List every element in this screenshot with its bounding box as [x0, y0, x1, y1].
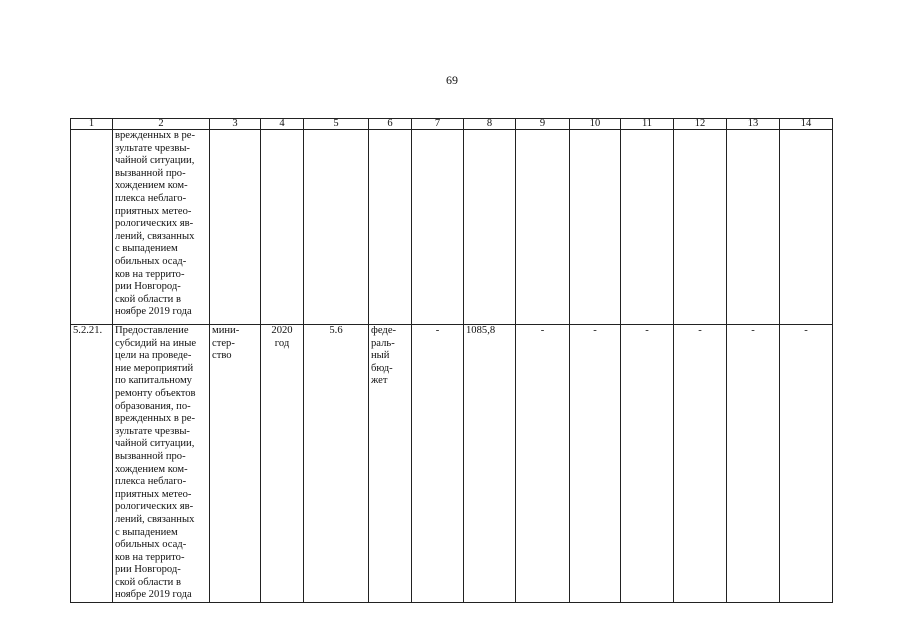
- value-cell: -: [780, 325, 833, 603]
- empty-cell: [304, 130, 369, 325]
- column-number: 7: [412, 119, 464, 130]
- column-number: 1: [71, 119, 113, 130]
- indicator-cell: 5.6: [304, 325, 369, 603]
- value-cell: -: [412, 325, 464, 603]
- empty-cell: [464, 130, 516, 325]
- column-number: 6: [369, 119, 412, 130]
- column-number: 13: [727, 119, 780, 130]
- value-cell: -: [727, 325, 780, 603]
- value-cell: -: [570, 325, 621, 603]
- executor-cell: мини- стер- ство: [210, 325, 261, 603]
- column-number: 3: [210, 119, 261, 130]
- value-cell: 1085,8: [464, 325, 516, 603]
- empty-cell: [674, 130, 727, 325]
- empty-cell: [621, 130, 674, 325]
- source-cell: феде- раль- ный бюд- жет: [369, 325, 412, 603]
- column-number: 10: [570, 119, 621, 130]
- value-cell: -: [516, 325, 570, 603]
- column-number: 5: [304, 119, 369, 130]
- description-cell: Предоставление субсидий на иные цели на проведе- ние мероприятий по капитальному ремонту объектов образования, по- врежденных в ре- зультате чрезвы- чайной ситуации, вызванной про- хождением ком- плекса неблаго- приятных метео- рологических яв- лений, связанных с выпадением обильных осад- ков на террито- рии Новгород- ской области в ноябре 2019 года: [113, 325, 210, 603]
- term-cell: 2020 год: [261, 325, 304, 603]
- column-number: 14: [780, 119, 833, 130]
- column-number: 2: [113, 119, 210, 130]
- column-number: 9: [516, 119, 570, 130]
- value-cell: -: [674, 325, 727, 603]
- column-number: 8: [464, 119, 516, 130]
- row-number-cell: 5.2.21.: [71, 325, 113, 603]
- empty-cell: [210, 130, 261, 325]
- empty-cell: [412, 130, 464, 325]
- column-number: 12: [674, 119, 727, 130]
- table-row: [71, 130, 833, 325]
- empty-cell: [516, 130, 570, 325]
- column-number: 4: [261, 119, 304, 130]
- empty-cell: [780, 130, 833, 325]
- value-cell: -: [621, 325, 674, 603]
- empty-cell: [570, 130, 621, 325]
- empty-cell: [727, 130, 780, 325]
- description-cell: врежденных в ре- зультате чрезвы- чайной ситуации, вызванной про- хождением ком- плекса неблаго- приятных метео- рологических яв- лений, связанных с выпадением обильных осад- ков на террито- рии Новгород- ской области в ноябре 2019 года: [113, 130, 210, 325]
- budget-table: [70, 118, 833, 603]
- column-number-row: [71, 119, 833, 130]
- row-number-cell: [71, 130, 113, 325]
- empty-cell: [369, 130, 412, 325]
- table-row: [71, 325, 833, 603]
- page-number: 69: [446, 73, 458, 87]
- empty-cell: [261, 130, 304, 325]
- column-number: 11: [621, 119, 674, 130]
